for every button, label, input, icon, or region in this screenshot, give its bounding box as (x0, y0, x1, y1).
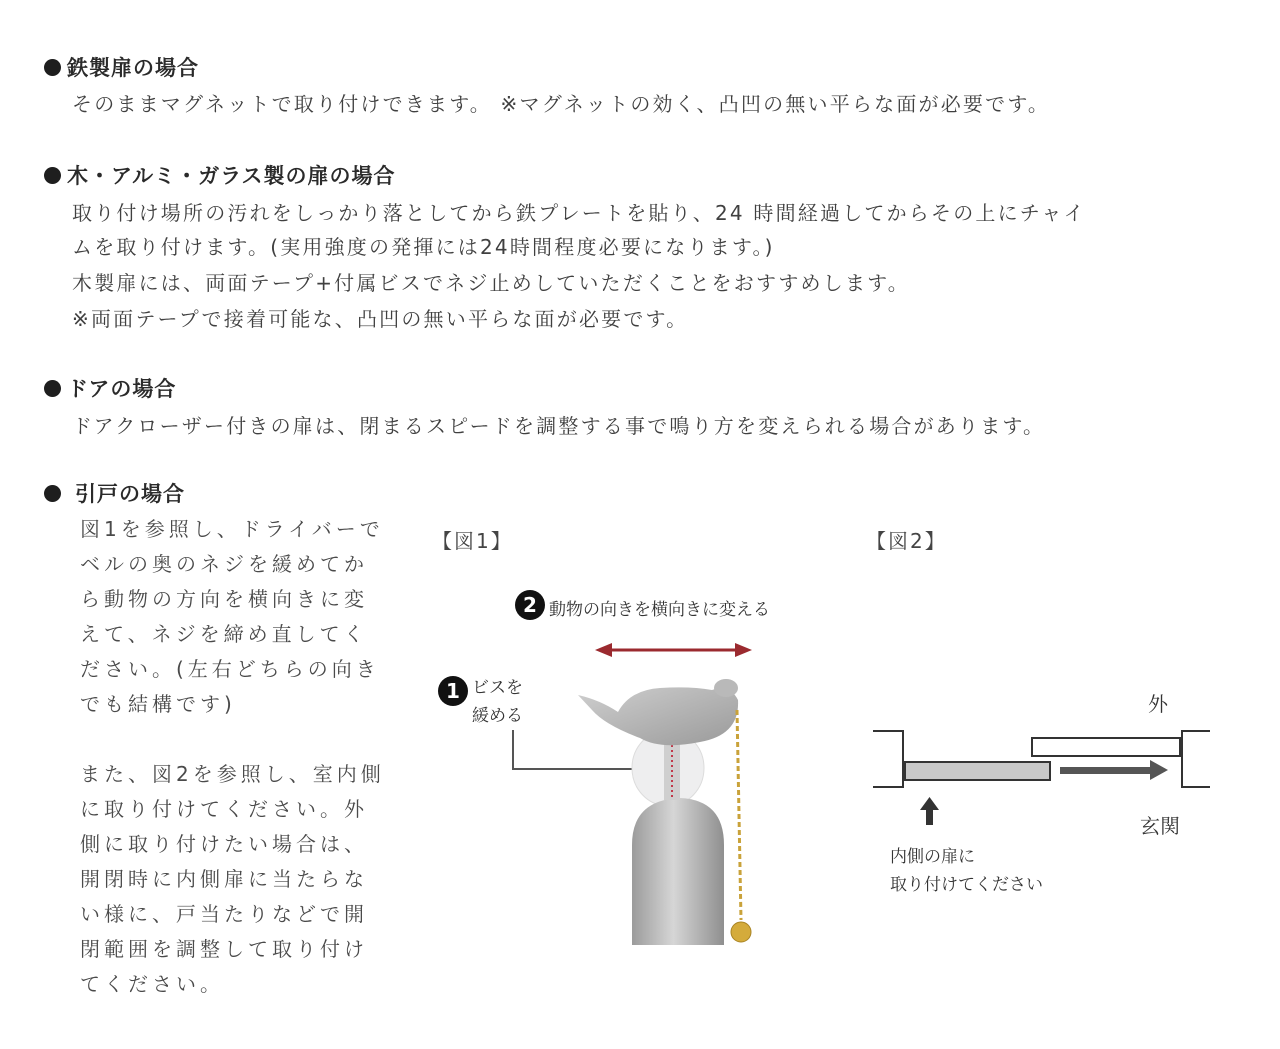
instruction-line: い様に、戸当たりなどで開 (80, 902, 368, 926)
instruction-line: 開閉時に内側扉に当たらな (80, 867, 368, 891)
section-body: そのままマグネットで取り付けできます。 ※マグネットの効く、凸凹の無い平らな面が必要です。 (72, 92, 1051, 116)
instruction-line: てください。 (80, 972, 224, 996)
inner-door (905, 762, 1050, 780)
section-door (44, 373, 176, 403)
bell-neck (664, 728, 680, 800)
inner-door-note: 取り付けてください (890, 875, 1043, 895)
section-body-line: 木製扉には、両面テープ+付属ビスでネジ止めしていただくことをおすすめします。 (72, 271, 910, 295)
instruction-line: でも結構です) (80, 692, 236, 716)
section-title (44, 373, 176, 403)
outside-label: 外 (1148, 692, 1168, 716)
sliding-door-instructions (80, 512, 385, 1002)
section-title-text: 引戸の場合 (75, 482, 185, 506)
instruction-line: ベルの奥のネジを緩めてか (80, 552, 368, 576)
section-wood-alu-glass-door (44, 160, 396, 190)
instruction-line: えて、ネジを締め直してく (80, 622, 368, 646)
bullet-icon (44, 485, 61, 502)
step-1-text-line: 緩める (472, 706, 523, 726)
step-number-badge: 1 (438, 676, 468, 706)
up-arrow-icon (920, 797, 939, 825)
chain-ball (731, 922, 751, 942)
step-2-text: 動物の向きを横向きに変える (549, 600, 770, 620)
section-title-text: 木・アルミ・ガラス製の扉の場合 (67, 164, 396, 188)
right-door-frame (1182, 731, 1210, 787)
section-sliding-door (44, 478, 185, 508)
step-2-callout (515, 590, 770, 620)
instruction-line: 閉範囲を調整して取り付け (80, 937, 368, 961)
instruction-line: 図1を参照し、ドライバーで (80, 517, 384, 541)
bird-figure (578, 687, 738, 745)
section-title-text: 鉄製扉の場合 (67, 56, 199, 80)
left-door-frame (873, 731, 903, 787)
outer-door (1032, 738, 1180, 756)
section-title (44, 478, 185, 508)
instruction-line: また、図2を参照し、室内側 (80, 762, 385, 786)
section-iron-door (44, 52, 199, 82)
instruction-line: ら動物の方向を横向きに変 (80, 587, 368, 611)
section-title (44, 160, 396, 190)
step-1-text (472, 674, 523, 730)
instruction-line (80, 722, 385, 757)
mount-disc (632, 730, 704, 806)
bird-head (714, 679, 738, 697)
instruction-line: ださい。(左右どちらの向き (80, 657, 380, 681)
bullet-icon (44, 167, 61, 184)
rotate-direction-arrow-icon (595, 643, 752, 657)
instruction-line: 側に取り付けたい場合は、 (80, 832, 368, 856)
leader-line (513, 730, 670, 769)
section-body-line: ※両面テープで接着可能な、凸凹の無い平らな面が必要です。 (72, 307, 689, 331)
bullet-icon (44, 380, 61, 397)
section-body-line: ムを取り付けます。(実用強度の発揮には24時間程度必要になります。) (72, 235, 775, 259)
slide-direction-arrow-icon (1060, 760, 1168, 780)
figure-1-label: 【図1】 (432, 529, 513, 553)
step-1-text-line: ビスを (472, 678, 523, 698)
figure-2-label: 【図2】 (866, 529, 947, 553)
step-1-callout (438, 676, 523, 730)
bell-body (632, 798, 724, 945)
step-number-badge: 2 (515, 590, 545, 620)
section-body-line: 取り付け場所の汚れをしっかり落としてから鉄プレートを貼り、24 時間経過してからその上にチャイ (72, 201, 1086, 225)
instruction-line: に取り付けてください。外 (80, 797, 368, 821)
pull-chain (737, 710, 741, 920)
bullet-icon (44, 59, 61, 76)
inner-door-note: 内側の扉に (890, 847, 975, 867)
section-body: ドアクローザー付きの扉は、閉まるスピードを調整する事で鳴り方を変えられる場合があります。 (72, 414, 1046, 438)
section-title-text: ドアの場合 (67, 377, 177, 401)
entrance-label: 玄関 (1140, 814, 1180, 838)
section-title (44, 52, 199, 82)
